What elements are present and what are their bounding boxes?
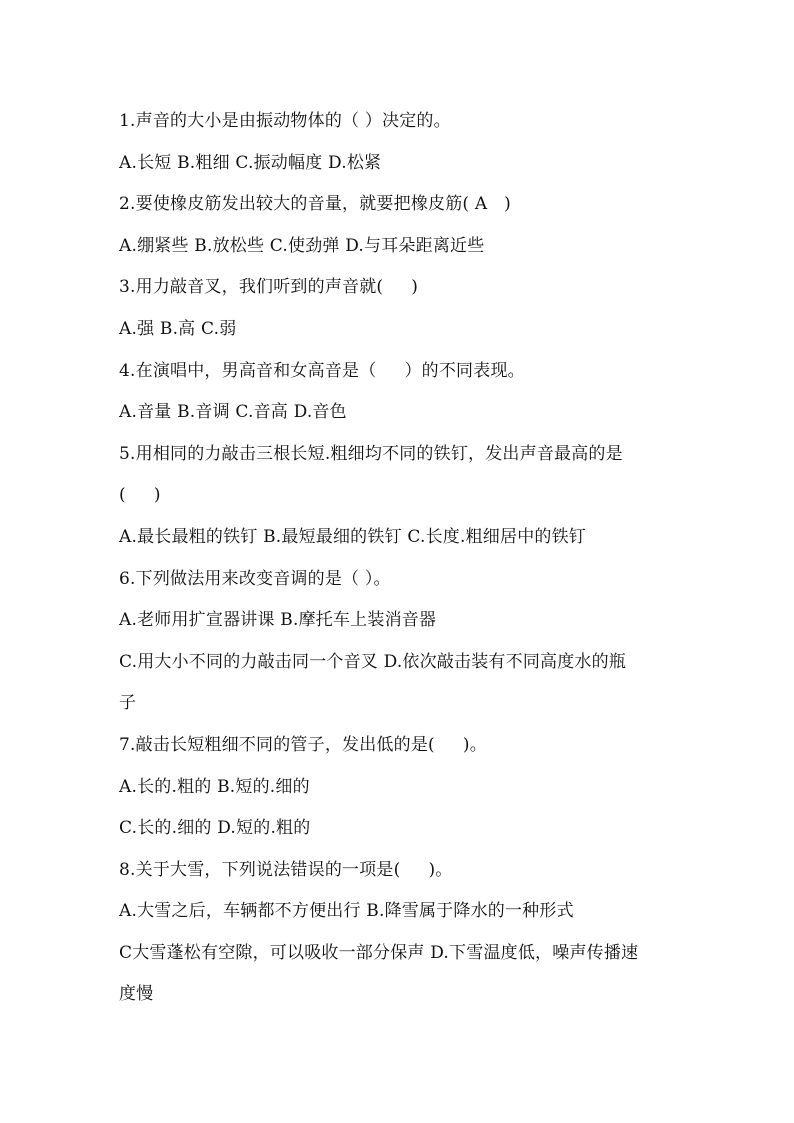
question-5: 5.用相同的力敲击三根长短.粗细均不同的铁钉，发出声音最高的是 bbox=[119, 443, 623, 464]
question-6-options-continued: 子 bbox=[119, 693, 137, 714]
question-6-options-c-d: C.用大小不同的力敲击同一个音叉 D.依次敲击装有不同高度水的瓶 bbox=[119, 651, 627, 672]
question-1: 1.声音的大小是由振动物体的（ ）决定的。 bbox=[119, 111, 451, 131]
question-8: 8.关于大雪，下列说法错误的一项是( )。 bbox=[119, 859, 453, 880]
question-8-options-continued: 度慢 bbox=[119, 984, 154, 1005]
question-8-options-c-d: C大雪蓬松有空隙，可以吸收一部分保声 D.下雪温度低，噪声传播速 bbox=[119, 942, 639, 963]
question-7-options-c-d: C.长的.细的 D.短的.粗的 bbox=[119, 818, 311, 839]
question-6-options-a-b: A.老师用扩宣器讲课 B.摩托车上装消音器 bbox=[119, 610, 437, 631]
question-7-options-a-b: A.长的.粗的 B.短的.细的 bbox=[119, 776, 310, 797]
question-2: 2.要使橡皮筋发出较大的音量，就要把橡皮筋( A ) bbox=[119, 194, 511, 215]
question-7: 7.敲击长短粗细不同的管子，发出低的是( )。 bbox=[119, 734, 487, 755]
question-4-options: A.音量 B.音调 C.音高 D.音色 bbox=[119, 402, 347, 423]
question-3: 3.用力敲音叉，我们听到的声音就( ) bbox=[119, 277, 419, 298]
worksheet-page bbox=[119, 101, 679, 1016]
question-6: 6.下列做法用来改变音调的是（ ）。 bbox=[119, 568, 391, 589]
question-1-options: A.长短 B.粗细 C.振动幅度 D.松紧 bbox=[119, 152, 382, 173]
question-5-options: A.最长最粗的铁钉 B.最短最细的铁钉 C.长度.粗细居中的铁钉 bbox=[119, 526, 586, 547]
question-2-options: A.绷紧些 B.放松些 C.使劲弹 D.与耳朵距离近些 bbox=[119, 235, 485, 256]
question-4: 4.在演唱中，男高音和女高音是（ ）的不同表现。 bbox=[119, 360, 525, 381]
question-3-options: A.强 B.高 C.弱 bbox=[119, 318, 237, 339]
question-5-continued: ( ) bbox=[119, 485, 161, 506]
question-8-options-a-b: A.大雪之后，车辆都不方便出行 B.降雪属于降水的一种形式 bbox=[119, 901, 574, 922]
